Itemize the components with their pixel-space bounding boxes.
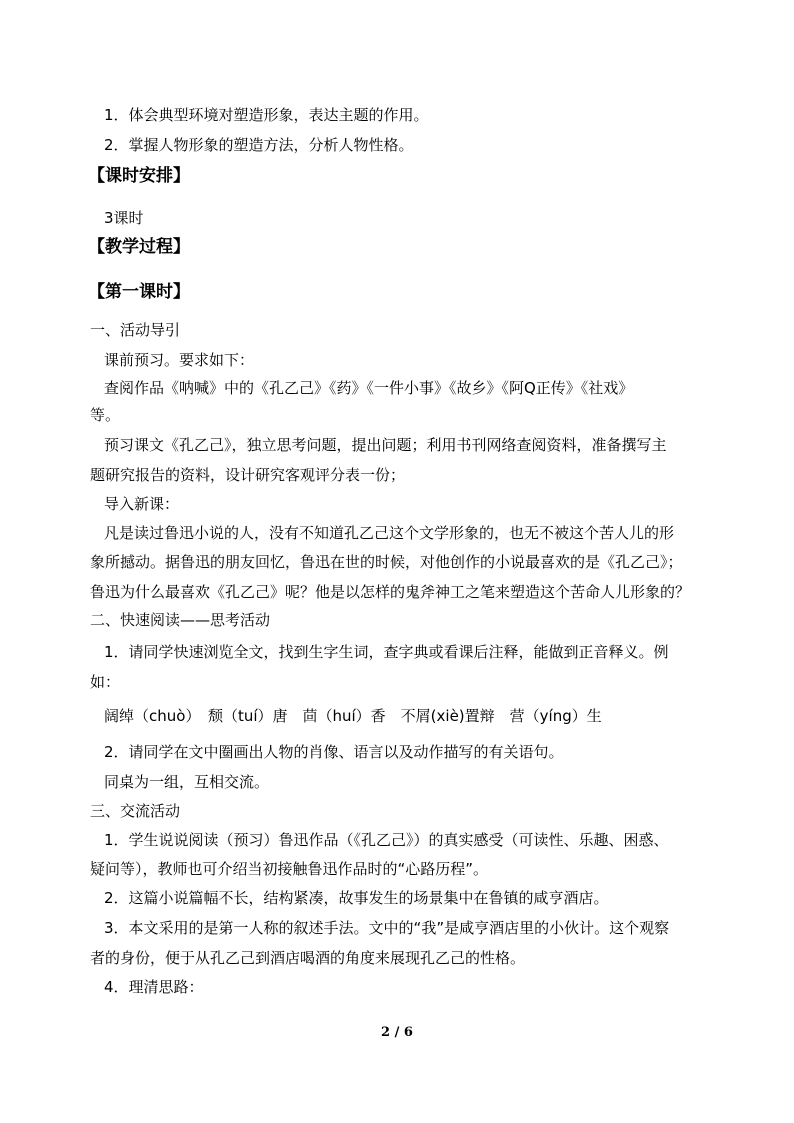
section-2-line: 如： — [90, 673, 121, 691]
section-3-line: 3．本文采用的是第一人称的叙述手法。文中的“我”是咸亨酒店里的小伙计。这个观察 — [104, 919, 670, 937]
section-1-line: 查阅作品《呐喊》中的《孔乙己》《药》《一件小事》《故乡》《阿Q正传》《社戏》 — [104, 379, 634, 397]
objective-2: 2．掌握人物形象的塑造方法，分析人物性格。 — [104, 136, 414, 154]
schedule-text: 3课时 — [104, 209, 144, 227]
section-3-line: 者的身份，便于从孔乙己到酒店喝酒的角度来展现孔乙己的性格。 — [90, 949, 526, 967]
section-1-line: 凡是读过鲁迅小说的人，没有不知道孔乙己这个文学形象的，也无不被这个苦人儿的形 — [104, 524, 675, 542]
section-1-line: 预习课文《孔乙己》，独立思考问题，提出问题；利用书刊网络查阅资料，准备撰写主 — [104, 436, 667, 454]
section-1-line: 题研究报告的资料，设计研究客观评分表一份； — [90, 466, 406, 484]
section-2-line: 2．请同学在文中圈画出人物的肖像、语言以及动作描写的有关语句。 — [104, 743, 564, 761]
section-1-line: 导入新课： — [104, 495, 180, 513]
section-2-title: 二、快速阅读——思考活动 — [90, 611, 271, 629]
section-3-line: 1．学生说说阅读（预习）鲁迅作品（《孔乙己》）的真实感受（可读性、乐趣、困惑、 — [104, 831, 669, 849]
section-1-line: 课前预习。要求如下： — [104, 351, 255, 369]
objective-1: 1．体会典型环境对塑造形象，表达主题的作用。 — [104, 106, 429, 124]
section-3-line: 疑问等），教师也可介绍当初接触鲁迅作品时的“心路历程”。 — [90, 860, 489, 878]
heading-first-lesson: 【第一课时】 — [88, 282, 190, 302]
section-2-line: 同桌为一组，互相交流。 — [104, 773, 270, 791]
section-3-line: 2．这篇小说篇幅不长，结构紧凑，故事发生的场景集中在鲁镇的咸亨酒店。 — [104, 889, 609, 907]
section-1-line: 等。 — [90, 406, 121, 424]
section-1-title: 一、活动导引 — [90, 321, 181, 339]
section-1-line: 鲁迅为什么最喜欢《孔乙己》呢？他是以怎样的鬼斧神工之笔来塑造这个苦命人儿形象的？ — [90, 583, 691, 601]
section-2-line: 1．请同学快速浏览全文，找到生字生词，查字典或看课后注释，能做到正音释义。例 — [104, 643, 669, 661]
section-1-line: 象所撼动。据鲁迅的朋友回忆，鲁迅在世的时候，对他创作的小说最喜欢的是《孔乙己》； — [90, 553, 683, 571]
heading-process: 【教学过程】 — [88, 237, 190, 257]
heading-schedule: 【课时安排】 — [88, 166, 190, 186]
section-3-title: 三、交流活动 — [90, 802, 181, 820]
section-3-line: 4．理清思路： — [104, 978, 204, 996]
vocabulary-list: 阔绰（chuò） 颓（tuí）唐 茴（huí）香 不屑(xiè)置辩 营（yíng）生 — [104, 707, 602, 725]
page-number: 2 / 6 — [381, 1025, 413, 1040]
